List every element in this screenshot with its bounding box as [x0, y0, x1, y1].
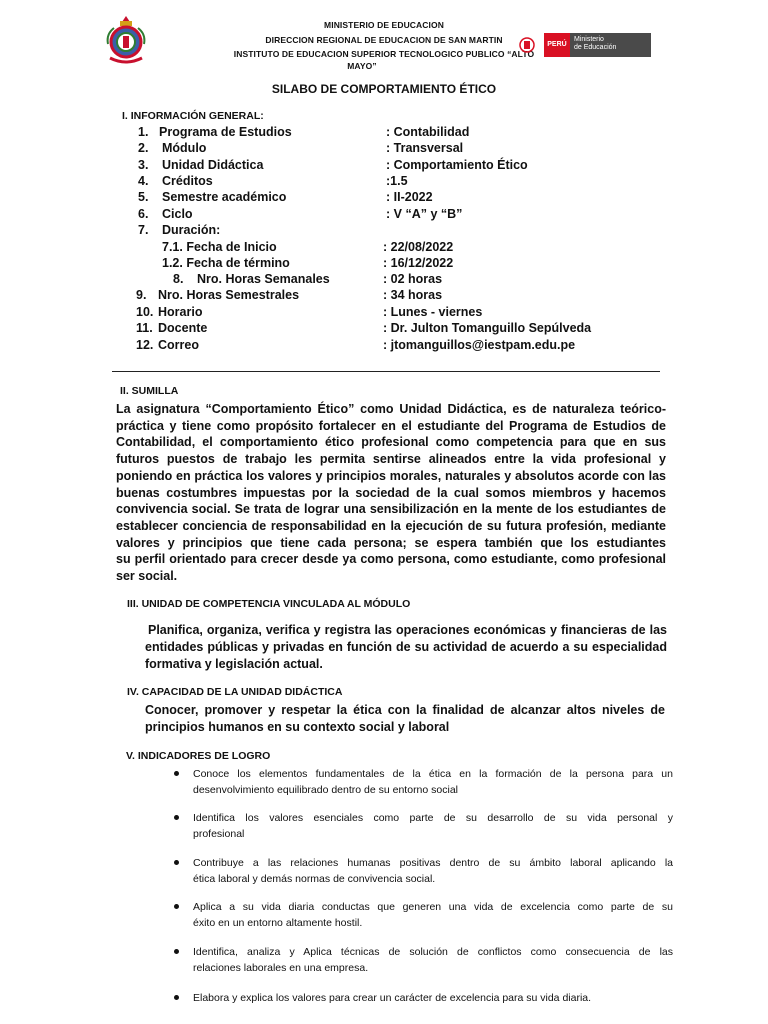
indicator-line: desenvolvimiento equilibrado dentro de su entorno social: [193, 784, 459, 796]
indicadores-heading: V. INDICADORES DE LOGRO: [126, 750, 271, 762]
general-info-value: : Transversal: [386, 141, 464, 155]
paragraph-line: principios humanos en su contexto social y laboral: [145, 720, 450, 734]
peru-ministry-badge-icon: [518, 33, 651, 57]
paragraph-line: práctica y tiene como propósito fortalecer en el estudiante del Programa de Estudios de: [116, 418, 666, 433]
indicator-line: Identifica, analiza y Aplica técnicas de solución de conflictos como consecuencia de las: [193, 946, 673, 958]
paragraph-line: su perfil orientado para crecer desde ya como persona, como estudiante, como profesional: [116, 552, 666, 567]
indicator-line: Aplica a su vida diaria conductas que generen una vida de excelencia como parte de su: [193, 901, 673, 913]
indicator-line: Conoce los elementos fundamentales de la ética en la formación de la persona para un: [193, 768, 673, 780]
indicator-line: ética laboral y demás normas de convivencia social.: [193, 873, 436, 885]
general-info-number: 10.: [136, 305, 154, 319]
general-info-label: Programa de Estudios: [159, 125, 292, 139]
general-info-number: 1.: [138, 125, 149, 139]
sumilla-heading: II. SUMILLA: [120, 385, 179, 397]
general-info-number: 8.: [173, 272, 184, 286]
general-info-value: : 22/08/2022: [383, 240, 454, 254]
general-info-label: Créditos: [162, 174, 213, 188]
paragraph-line: convivencia social. Se trata de lograr una sensibilización en la mente de los estudiantes de: [116, 502, 666, 517]
indicator-line: Elabora y explica los valores para crear un carácter de excelencia para su vida diaria.: [193, 992, 592, 1004]
general-info-label: 1.2. Fecha de término: [162, 256, 290, 270]
paragraph-line: futuros puestos de trabajo les permita sentirse alineados entre la vida profesional y: [116, 452, 666, 467]
general-info-label: Horario: [158, 305, 203, 319]
general-info-label: Correo: [158, 338, 199, 352]
document-title: SILABO DE COMPORTAMIENTO ÉTICO: [271, 82, 497, 96]
bullet-icon: [174, 949, 179, 954]
general-info-value: : jtomanguillos@iestpam.edu.pe: [383, 338, 576, 352]
general-info-label: Duración:: [162, 223, 221, 237]
capacidad-heading: IV. CAPACIDAD DE LA UNIDAD DIDÁCTICA: [127, 686, 343, 698]
general-info-value: :1.5: [386, 174, 408, 188]
paragraph-line: establecer conciencia de responsabilidad en la ejecución de su futura profesión, mediante: [116, 518, 666, 533]
indicator-line: relaciones laborales en una empresa.: [193, 962, 369, 974]
indicator-line: Identifica los valores esenciales como parte de su desarrollo de su vida personal y: [193, 812, 673, 824]
badge-ministry-line1: Ministerio: [574, 36, 604, 43]
indicator-line: éxito en un entorno altamente hostil.: [193, 917, 363, 929]
paragraph-line: buenas costumbres impuestas por la sociedad de la cual somos miembros y hacemos: [116, 485, 666, 500]
paragraph-line: valores y principios que tiene cada persona; se espera también que los estudiantes: [116, 535, 666, 550]
paragraph-line: formativa y legislación actual.: [145, 657, 323, 671]
paragraph-line: ser social.: [116, 569, 178, 583]
general-info-value: : 34 horas: [383, 288, 443, 302]
section-divider: [112, 371, 660, 372]
paragraph-line: Planifica, organiza, verifica y registra las operaciones económicas y financieras de las: [148, 623, 667, 637]
general-info-value: : Lunes - viernes: [383, 305, 483, 319]
indicator-line: Contribuye a las relaciones humanas positivas dentro de su ámbito laboral aplicando la: [193, 857, 673, 869]
bullet-icon: [174, 995, 179, 1000]
header-institute-cont: MAYO”: [347, 61, 377, 71]
bullet-icon: [174, 771, 179, 776]
general-info-label: Ciclo: [162, 207, 193, 221]
general-info-number: 6.: [138, 207, 149, 221]
general-info-number: 3.: [138, 158, 149, 172]
indicator-line: profesional: [193, 828, 245, 840]
general-info-value: : Dr. Julton Tomanguillo Sepúlveda: [383, 321, 592, 335]
paragraph-line: Contabilidad, el comportamiento ético profesional como competencia para que en sus: [116, 435, 666, 450]
general-info-value: : 02 horas: [383, 272, 443, 286]
general-info-number: 11.: [136, 321, 153, 335]
header-institute: INSTITUTO DE EDUCACION SUPERIOR TECNOLOGICO PUBLICO “ALTO: [233, 49, 535, 59]
general-info-number: 7.: [138, 223, 149, 237]
general-info-label: Nro. Horas Semanales: [197, 272, 330, 286]
general-info-value: : V “A” y “B”: [386, 207, 463, 221]
general-info-label: Nro. Horas Semestrales: [158, 288, 300, 302]
general-info-value: : 16/12/2022: [383, 256, 454, 270]
general-info-value: : Contabilidad: [386, 125, 470, 139]
general-info-number: 5.: [138, 190, 149, 204]
general-info-label: Semestre académico: [162, 190, 287, 204]
badge-ministry-line2: de Educación: [574, 44, 617, 51]
badge-peru-label: PERÚ: [544, 33, 570, 57]
general-info-number: 2.: [138, 141, 149, 155]
bullet-icon: [174, 815, 179, 820]
bullet-icon: [174, 904, 179, 909]
paragraph-line: poniendo en práctica los valores y principios morales, naturales y absolutos acorde con las: [116, 468, 666, 483]
header-ministry: MINISTERIO DE EDUCACION: [324, 20, 444, 30]
general-info-label: Docente: [158, 321, 208, 335]
general-info-label: Unidad Didáctica: [162, 158, 264, 172]
general-info-label: 7.1. Fecha de Inicio: [162, 240, 277, 254]
paragraph-line: La asignatura “Comportamiento Ético” como Unidad Didáctica, es de naturaleza teórico-: [116, 402, 666, 416]
paragraph-line: entidades públicas y privadas en función de su actividad de acuerdo a su especialidad: [145, 640, 667, 654]
general-info-number: 4.: [138, 174, 149, 188]
general-info-number: 12.: [136, 338, 154, 352]
bullet-icon: [174, 860, 179, 865]
header-direction: DIRECCION REGIONAL DE EDUCACION DE SAN MARTIN: [265, 35, 503, 45]
general-info-heading: I. INFORMACIÓN GENERAL:: [122, 110, 264, 122]
general-info-number: 9.: [136, 288, 147, 302]
general-info-label: Módulo: [162, 141, 207, 155]
general-info-value: : II-2022: [386, 190, 433, 204]
general-info-value: : Comportamiento Ético: [386, 158, 528, 172]
competencia-heading: III. UNIDAD DE COMPETENCIA VINCULADA AL MÓDULO: [127, 598, 411, 610]
paragraph-line: Conocer, promover y respetar la ética con la finalidad de alcanzar altos niveles de: [145, 703, 665, 717]
